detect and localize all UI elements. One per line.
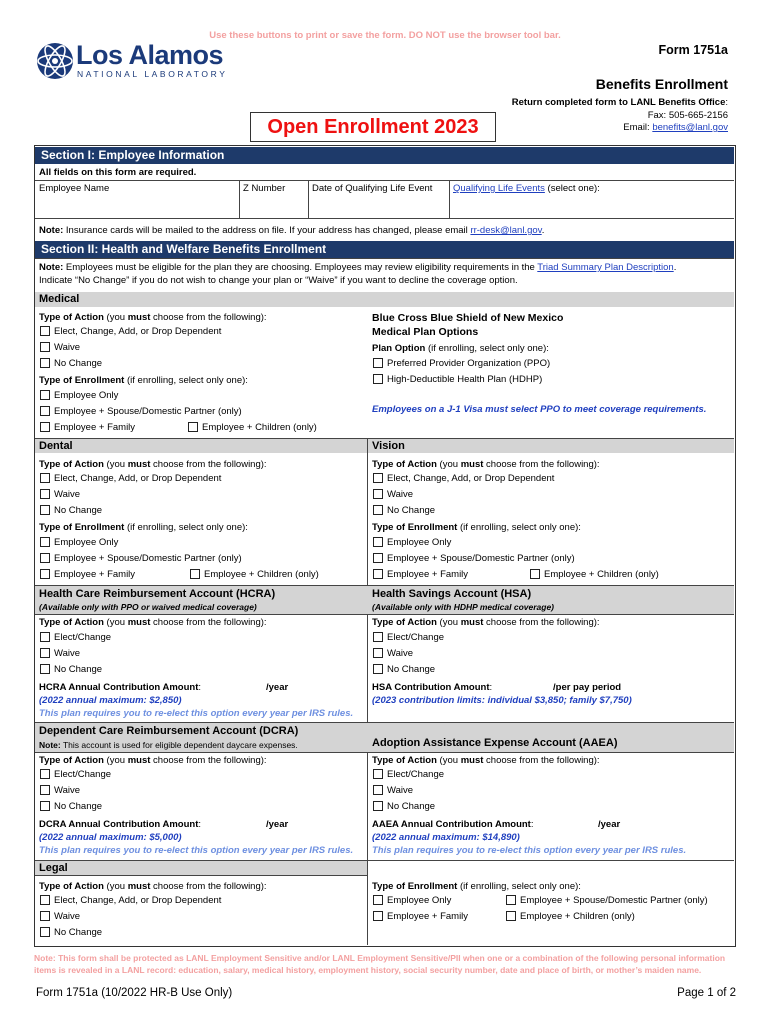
option-label: Waive bbox=[54, 648, 81, 659]
dcra-action-elect[interactable] bbox=[40, 769, 111, 781]
medical-action-ecadd[interactable] bbox=[40, 326, 221, 338]
checkbox[interactable] bbox=[373, 801, 383, 811]
dental-enroll-emp-spouse[interactable] bbox=[40, 553, 242, 565]
dcra-amount-input[interactable] bbox=[202, 817, 264, 831]
plan-option-ppo[interactable] bbox=[373, 358, 550, 370]
hsa-action-elect[interactable] bbox=[373, 632, 444, 644]
dental-header: Dental bbox=[39, 440, 73, 452]
hcra-max: (2022 annual maximum: $2,850) bbox=[39, 695, 182, 706]
option-label: Employee Only bbox=[54, 537, 119, 548]
no-change-note: Indicate “No Change” if you do not wish to change your plan or “Waive” if you want to decline the coverage option. bbox=[39, 275, 518, 286]
insurance-note: Insurance cards will be mailed to the address on file. If your address has changed, please email bbox=[63, 225, 471, 236]
label-text: (if enrolling, select only one): bbox=[457, 522, 581, 533]
option-label: No Change bbox=[387, 505, 436, 516]
type-action-label: Type of Action bbox=[372, 755, 437, 766]
legal-action-ecadd[interactable] bbox=[40, 895, 221, 907]
label-text: (if enrolling, select only one): bbox=[457, 881, 581, 892]
aaea-max: (2022 annual maximum: $14,890) bbox=[372, 832, 520, 843]
option-label: Employee Only bbox=[387, 895, 452, 906]
per-year-label: /year bbox=[266, 682, 289, 693]
option-label: No Change bbox=[54, 801, 103, 812]
divider bbox=[35, 180, 734, 181]
vision-enroll-emp-children[interactable] bbox=[530, 569, 659, 581]
qle-suffix: (select one): bbox=[544, 183, 600, 194]
section2-header: Section II: Health and Welfare Benefits Enrollment bbox=[35, 241, 734, 258]
option-label: Elect/Change bbox=[387, 632, 445, 643]
option-label: Elect, Change, Add, or Drop Dependent bbox=[54, 895, 222, 906]
checkbox[interactable] bbox=[373, 911, 383, 921]
checkbox[interactable] bbox=[40, 801, 50, 811]
option-label: Employee + Family bbox=[54, 569, 136, 580]
checkbox[interactable] bbox=[373, 785, 383, 795]
checkbox[interactable] bbox=[373, 553, 383, 563]
page-number: Page 1 of 2 bbox=[677, 987, 736, 999]
checkbox[interactable] bbox=[40, 569, 50, 579]
option-label: Waive bbox=[54, 342, 81, 353]
hsa-amount-label: HSA Contribution Amount bbox=[372, 682, 490, 693]
return-colon: : bbox=[725, 97, 728, 108]
type-enroll-label: Type of Enrollment bbox=[372, 522, 458, 533]
hsa-subtitle: (Available only with HDHP medical coverage) bbox=[372, 602, 555, 612]
dcra-reelect-note: This plan requires you to re-elect this option every year per IRS rules. bbox=[39, 845, 354, 856]
note-label: Note: bbox=[39, 262, 64, 273]
option-label: Employee + Family bbox=[387, 569, 469, 580]
label-text: choose from the following): bbox=[483, 755, 600, 766]
checkbox[interactable] bbox=[40, 473, 50, 483]
checkbox[interactable] bbox=[40, 505, 50, 515]
checkbox[interactable] bbox=[373, 374, 383, 384]
option-label: Waive bbox=[387, 648, 414, 659]
type-enroll-label: Type of Enrollment bbox=[39, 375, 125, 386]
employee-name-label: Employee Name bbox=[39, 183, 110, 194]
dental-action-no-change[interactable] bbox=[40, 505, 102, 517]
vision-action-no-change[interactable] bbox=[373, 505, 435, 517]
aaea-action-no-change[interactable] bbox=[373, 801, 435, 813]
checkbox[interactable] bbox=[373, 569, 383, 579]
checkbox[interactable] bbox=[40, 537, 50, 547]
date-qle-label: Date of Qualifying Life Event bbox=[312, 183, 433, 194]
divider bbox=[35, 752, 734, 753]
email-label: Email: bbox=[623, 122, 653, 133]
vision-header: Vision bbox=[372, 440, 405, 452]
type-action-label: Type of Action bbox=[39, 755, 104, 766]
checkbox[interactable] bbox=[40, 632, 50, 642]
divider bbox=[367, 438, 368, 945]
checkbox[interactable] bbox=[40, 927, 50, 937]
option-label: No Change bbox=[387, 801, 436, 812]
divider bbox=[35, 218, 734, 219]
type-action-label: Type of Action bbox=[372, 617, 437, 628]
checkbox[interactable] bbox=[506, 895, 516, 905]
checkbox[interactable] bbox=[373, 895, 383, 905]
checkbox[interactable] bbox=[373, 505, 383, 515]
label-text: (you bbox=[103, 617, 128, 628]
type-action-label: Type of Action bbox=[39, 617, 104, 628]
dcra-amount-label: DCRA Annual Contribution Amount bbox=[39, 819, 199, 830]
option-label: Employee + Children (only) bbox=[204, 569, 319, 580]
medical-enroll-emp-only[interactable] bbox=[40, 390, 118, 402]
legal-header: Legal bbox=[39, 862, 68, 874]
benefits-email-link[interactable]: benefits@lanl.gov bbox=[652, 122, 728, 133]
divider bbox=[35, 585, 734, 586]
label-text: must bbox=[460, 459, 484, 470]
per-year-label: /year bbox=[266, 819, 289, 830]
checkbox[interactable] bbox=[373, 648, 383, 658]
hcra-amount-label: HCRA Annual Contribution Amount bbox=[39, 682, 199, 693]
checkbox[interactable] bbox=[373, 769, 383, 779]
vision-enroll-emp-family[interactable] bbox=[373, 569, 468, 581]
hcra-header: Health Care Reimbursement Account (HCRA) bbox=[39, 588, 276, 600]
logo-name: Los Alamos bbox=[76, 40, 224, 70]
hcra-amount-input[interactable] bbox=[202, 680, 264, 694]
option-label: Employee + Spouse/Domestic Partner (only) bbox=[54, 553, 242, 564]
label-text: must bbox=[460, 755, 484, 766]
form-title: Benefits Enrollment bbox=[595, 76, 728, 92]
label-text: (if enrolling, select only one): bbox=[425, 343, 549, 354]
checkbox[interactable] bbox=[40, 648, 50, 658]
medical-enroll-emp-children[interactable] bbox=[188, 422, 317, 434]
aaea-reelect-note: This plan requires you to re-elect this option every year per IRS rules. bbox=[372, 845, 687, 856]
section1-header: Section I: Employee Information bbox=[35, 147, 734, 164]
type-enroll-label: Type of Enrollment bbox=[372, 881, 458, 892]
vision-action-waive[interactable] bbox=[373, 489, 413, 501]
label-text: choose from the following): bbox=[150, 755, 267, 766]
option-label: Elect, Change, Add, or Drop Dependent bbox=[54, 326, 222, 337]
z-number-input[interactable] bbox=[240, 196, 307, 217]
option-label: Waive bbox=[387, 489, 414, 500]
label-text: (you bbox=[436, 459, 461, 470]
option-label: No Change bbox=[54, 358, 103, 369]
checkbox[interactable] bbox=[40, 406, 50, 416]
dcra-action-no-change[interactable] bbox=[40, 801, 102, 813]
label-text: choose from the following): bbox=[150, 617, 267, 628]
option-label: Elect/Change bbox=[54, 632, 112, 643]
divider bbox=[35, 875, 367, 876]
label-text: must bbox=[127, 617, 151, 628]
option-label: Elect, Change, Add, or Drop Dependent bbox=[54, 473, 222, 484]
option-label: Employee Only bbox=[54, 390, 119, 401]
checkbox[interactable] bbox=[40, 390, 50, 400]
dental-action-waive[interactable] bbox=[40, 489, 80, 501]
checkbox[interactable] bbox=[40, 358, 50, 368]
hcra-action-no-change[interactable] bbox=[40, 664, 102, 676]
label-text: must bbox=[127, 881, 151, 892]
hsa-action-waive[interactable] bbox=[373, 648, 413, 660]
hcra-reelect-note: This plan requires you to re-elect this option every year per IRS rules. bbox=[39, 708, 354, 719]
z-number-label: Z Number bbox=[243, 183, 286, 194]
label-text: (you bbox=[103, 312, 128, 323]
option-label: Employee + Spouse/Domestic Partner (only) bbox=[387, 553, 575, 564]
medical-header: Medical bbox=[35, 292, 734, 307]
employee-name-input[interactable] bbox=[36, 196, 238, 217]
dental-enroll-emp-children[interactable] bbox=[190, 569, 319, 581]
eligibility-note: Employees must be eligible for the plan they are choosing. Employees may review eligibility requirements in the bbox=[63, 262, 538, 273]
option-label: Preferred Provider Organization (PPO) bbox=[387, 358, 551, 369]
divider bbox=[35, 722, 734, 723]
option-label: Waive bbox=[54, 785, 81, 796]
form-id: Form 1751a (10/2022 HR-B Use Only) bbox=[36, 987, 233, 999]
vision-enroll-emp-spouse[interactable] bbox=[373, 553, 575, 565]
plan-option-hdhp[interactable] bbox=[373, 374, 542, 386]
legal-enroll-emp-only[interactable] bbox=[373, 895, 451, 907]
medical-enroll-emp-family[interactable] bbox=[40, 422, 135, 434]
date-qle-input[interactable] bbox=[309, 196, 448, 217]
option-label: No Change bbox=[387, 664, 436, 675]
divider bbox=[35, 860, 734, 861]
medical-plan-options-title: Medical Plan Options bbox=[372, 326, 479, 338]
option-label: Employee + Children (only) bbox=[520, 911, 635, 922]
checkbox[interactable] bbox=[40, 769, 50, 779]
type-enroll-label: Type of Enrollment bbox=[39, 522, 125, 533]
type-action-label: Type of Action bbox=[39, 312, 104, 323]
legal-enroll-emp-children[interactable] bbox=[506, 911, 635, 923]
note-end: . bbox=[541, 225, 545, 236]
checkbox[interactable] bbox=[506, 911, 516, 921]
medical-action-no-change[interactable] bbox=[40, 358, 102, 370]
aaea-amount-input[interactable] bbox=[535, 817, 597, 831]
bcbs-title: Blue Cross Blue Shield of New Mexico bbox=[372, 312, 564, 324]
option-label: High-Deductible Health Plan (HDHP) bbox=[387, 374, 543, 385]
option-label: Employee + Family bbox=[387, 911, 469, 922]
option-label: Waive bbox=[54, 489, 81, 500]
legal-header-bg bbox=[35, 860, 367, 875]
option-label: Waive bbox=[54, 911, 81, 922]
legal-enroll-emp-spouse[interactable] bbox=[506, 895, 708, 907]
dental-enroll-emp-only[interactable] bbox=[40, 537, 118, 549]
aaea-action-waive[interactable] bbox=[373, 785, 413, 797]
checkbox[interactable] bbox=[40, 422, 50, 432]
dental-action-ecadd[interactable] bbox=[40, 473, 221, 485]
rr-desk-email-link[interactable]: rr-desk@lanl.gov bbox=[470, 225, 542, 236]
label-text: choose from the following): bbox=[150, 312, 267, 323]
checkbox[interactable] bbox=[40, 911, 50, 921]
label-text: choose from the following): bbox=[483, 617, 600, 628]
fax-number: Fax: 505-665-2156 bbox=[647, 109, 728, 121]
label-text: must bbox=[127, 312, 151, 323]
checkbox[interactable] bbox=[373, 489, 383, 499]
hcra-subtitle: (Available only with PPO or waived medical coverage) bbox=[39, 602, 257, 612]
dcra-header: Dependent Care Reimbursement Account (DCRA) bbox=[39, 725, 299, 737]
label-text: (you bbox=[103, 881, 128, 892]
hcra-action-elect[interactable] bbox=[40, 632, 111, 644]
label-text: (you bbox=[103, 459, 128, 470]
checkbox[interactable] bbox=[40, 553, 50, 563]
checkbox[interactable] bbox=[40, 326, 50, 336]
plan-option-label: Plan Option bbox=[372, 343, 426, 354]
checkbox[interactable] bbox=[373, 473, 383, 483]
note-label: Note: bbox=[39, 740, 61, 750]
dental-enroll-emp-family[interactable] bbox=[40, 569, 135, 581]
option-label: Employee + Family bbox=[54, 422, 136, 433]
medical-action-waive[interactable] bbox=[40, 342, 80, 354]
option-label: No Change bbox=[54, 505, 103, 516]
type-action-label: Type of Action bbox=[372, 459, 437, 470]
print-instruction: Use these buttons to print or save the form. DO NOT use the browser tool bar. bbox=[209, 30, 561, 41]
medical-enroll-emp-spouse[interactable] bbox=[40, 406, 242, 418]
vision-enroll-emp-only[interactable] bbox=[373, 537, 451, 549]
label-text: must bbox=[127, 459, 151, 470]
option-label: No Change bbox=[54, 927, 103, 938]
label-text: choose from the following): bbox=[483, 459, 600, 470]
aaea-header: Adoption Assistance Expense Account (AAEA) bbox=[372, 737, 618, 749]
label-text: (you bbox=[436, 755, 461, 766]
checkbox[interactable] bbox=[40, 342, 50, 352]
option-label: Elect/Change bbox=[54, 769, 112, 780]
label-text: (you bbox=[436, 617, 461, 628]
checkbox[interactable] bbox=[530, 569, 540, 579]
option-label: Elect, Change, Add, or Drop Dependent bbox=[387, 473, 555, 484]
checkbox[interactable] bbox=[40, 895, 50, 905]
note-end: . bbox=[673, 262, 677, 273]
option-label: Elect/Change bbox=[387, 769, 445, 780]
label-text: choose from the following): bbox=[150, 459, 267, 470]
qle-link[interactable]: Qualifying Life Events bbox=[453, 183, 545, 194]
legal-action-no-change[interactable] bbox=[40, 927, 102, 939]
hsa-header: Health Savings Account (HSA) bbox=[372, 588, 532, 600]
per-pay-label: /per pay period bbox=[553, 682, 622, 693]
checkbox[interactable] bbox=[373, 358, 383, 368]
hcra-action-waive[interactable] bbox=[40, 648, 80, 660]
return-label: Return completed form to LANL Benefits Office bbox=[511, 97, 726, 108]
label-text: (if enrolling, select only one): bbox=[124, 375, 248, 386]
triad-spd-link[interactable]: Triad Summary Plan Description bbox=[537, 262, 674, 273]
return-info bbox=[512, 97, 728, 135]
logo-subtitle: NATIONAL LABORATORY bbox=[77, 69, 228, 79]
checkbox[interactable] bbox=[373, 537, 383, 547]
divider bbox=[35, 258, 734, 259]
qle-select[interactable] bbox=[450, 196, 733, 217]
dcra-note: This account is used for eligible dependent daycare expenses. bbox=[60, 740, 298, 750]
label-text: (if enrolling, select only one): bbox=[124, 522, 248, 533]
checkbox[interactable] bbox=[188, 422, 198, 432]
form-number: Form 1751a bbox=[658, 43, 728, 57]
per-year-label: /year bbox=[598, 819, 621, 830]
option-label: Employee + Spouse/Domestic Partner (only) bbox=[520, 895, 708, 906]
checkbox[interactable] bbox=[40, 785, 50, 795]
type-action-label: Type of Action bbox=[39, 459, 104, 470]
checkbox[interactable] bbox=[373, 632, 383, 642]
checkbox[interactable] bbox=[373, 664, 383, 674]
vision-action-ecadd[interactable] bbox=[373, 473, 554, 485]
option-label: Employee + Spouse/Domestic Partner (only) bbox=[54, 406, 242, 417]
pii-protection-note: Note: This form shall be protected as LANL Employment Sensitive and/or LANL Employment Sensitive/PII when one or a combination of the following personal information items is revealed in a LANL record: education, salary, medical history, employment history, social security number, date and place of birth, or mother’s maiden name. bbox=[34, 953, 726, 975]
checkbox[interactable] bbox=[190, 569, 200, 579]
checkbox[interactable] bbox=[40, 489, 50, 499]
lanl-logo-icon bbox=[36, 42, 74, 80]
hsa-action-no-change[interactable] bbox=[373, 664, 435, 676]
aaea-action-elect[interactable] bbox=[373, 769, 444, 781]
label-text: (you bbox=[103, 755, 128, 766]
legal-enroll-emp-family[interactable] bbox=[373, 911, 468, 923]
type-action-label: Type of Action bbox=[39, 881, 104, 892]
dcra-action-waive[interactable] bbox=[40, 785, 80, 797]
j1-visa-note: Employees on a J-1 Visa must select PPO to meet coverage requirements. bbox=[372, 404, 707, 415]
option-label: Employee Only bbox=[387, 537, 452, 548]
divider bbox=[35, 614, 734, 615]
dcra-max: (2022 annual maximum: $5,000) bbox=[39, 832, 182, 843]
label-text: must bbox=[460, 617, 484, 628]
option-label: Employee + Children (only) bbox=[202, 422, 317, 433]
open-enrollment-banner: Open Enrollment 2023 bbox=[250, 112, 496, 142]
option-label: Employee + Children (only) bbox=[544, 569, 659, 580]
option-label: No Change bbox=[54, 664, 103, 675]
checkbox[interactable] bbox=[40, 664, 50, 674]
label-text: choose from the following): bbox=[150, 881, 267, 892]
note-label: Note: bbox=[39, 225, 64, 236]
option-label: Waive bbox=[387, 785, 414, 796]
required-note: All fields on this form are required. bbox=[39, 167, 197, 178]
legal-action-waive[interactable] bbox=[40, 911, 80, 923]
label-text: must bbox=[127, 755, 151, 766]
hsa-limits: (2023 contribution limits: individual $3,850; family $7,750) bbox=[372, 695, 632, 706]
aaea-amount-label: AAEA Annual Contribution Amount bbox=[372, 819, 531, 830]
hsa-amount-input[interactable] bbox=[494, 680, 550, 694]
